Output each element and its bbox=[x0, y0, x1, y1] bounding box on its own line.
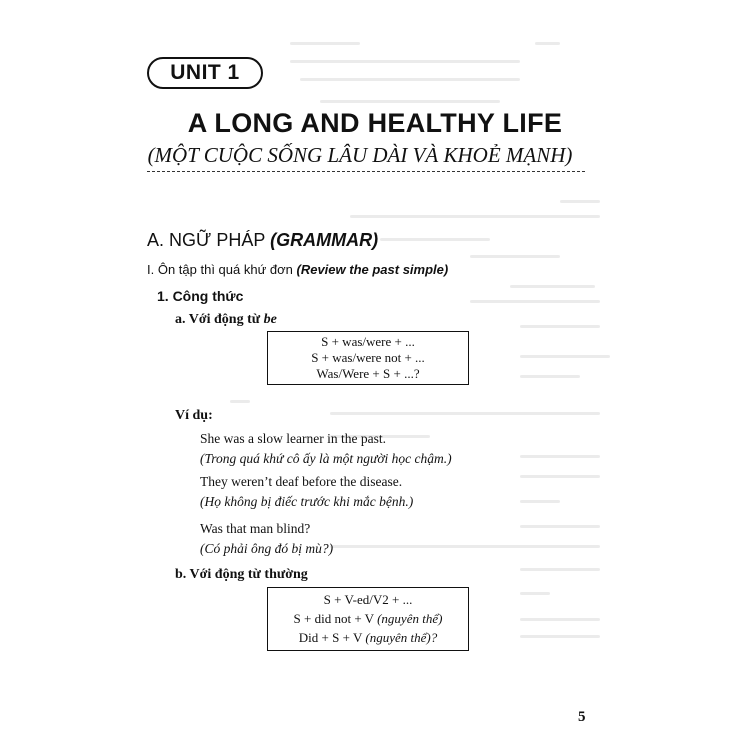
example-3-vietnamese: (Có phải ông đó bị mù?) bbox=[200, 541, 334, 556]
page-title: A LONG AND HEALTHY LIFE bbox=[187, 108, 563, 138]
dashed-divider bbox=[147, 171, 585, 172]
formula-regular-negative-note: (nguyên thể) bbox=[377, 610, 443, 626]
formula-question: Was/Were + S + ...? bbox=[316, 366, 420, 381]
formula-affirmative: S + was/were + ... bbox=[321, 334, 415, 349]
section-heading-text: A. NGỮ PHÁP bbox=[147, 230, 266, 250]
subsection-heading-past-simple bbox=[147, 262, 448, 277]
heading-formula: 1. Công thức bbox=[157, 288, 244, 304]
section-heading-english: (GRAMMAR) bbox=[270, 230, 379, 250]
formula-negative: S + was/were not + ... bbox=[311, 350, 425, 365]
example-label: Ví dụ: bbox=[175, 408, 213, 423]
example-2-english: They weren’t deaf before the disease. bbox=[200, 474, 403, 489]
example-2-vietnamese: (Họ không bị điếc trước khi mắc bệnh.) bbox=[200, 494, 414, 509]
formula-box-be bbox=[267, 331, 469, 385]
heading-with-be-verb: be bbox=[263, 312, 277, 327]
example-3-english: Was that man blind? bbox=[200, 521, 311, 536]
formula-box-regular bbox=[267, 587, 469, 651]
page-number: 5 bbox=[578, 709, 586, 725]
unit-label: UNIT 1 bbox=[147, 57, 263, 89]
formula-regular-affirmative-text: S + V-ed/V2 + ... bbox=[323, 591, 413, 607]
example-1-vietnamese: (Trong quá khứ cô ấy là một người học chậm.) bbox=[200, 451, 452, 466]
formula-regular-negative bbox=[294, 611, 443, 627]
example-1-english: She was a slow learner in the past. bbox=[200, 431, 386, 446]
subsection-heading-text: I. Ôn tập thì quá khứ đơn bbox=[147, 262, 293, 277]
section-heading-grammar bbox=[147, 230, 378, 251]
formula-regular-affirmative bbox=[324, 592, 413, 608]
formula-regular-question bbox=[299, 630, 437, 646]
heading-with-regular-verbs: b. Với động từ thường bbox=[175, 567, 308, 582]
subsection-heading-english: (Review the past simple) bbox=[296, 262, 449, 277]
formula-regular-question-text: Did + S + V bbox=[298, 630, 366, 646]
heading-with-be-text: a. Với động từ bbox=[175, 312, 261, 327]
heading-with-be bbox=[175, 312, 277, 328]
page-subtitle: (MỘT CUỘC SỐNG LÂU DÀI VÀ KHOẺ MẠNH) bbox=[147, 143, 573, 167]
formula-regular-question-note: (nguyên thể)? bbox=[365, 630, 438, 646]
formula-regular-negative-text: S + did not + V bbox=[293, 610, 378, 626]
